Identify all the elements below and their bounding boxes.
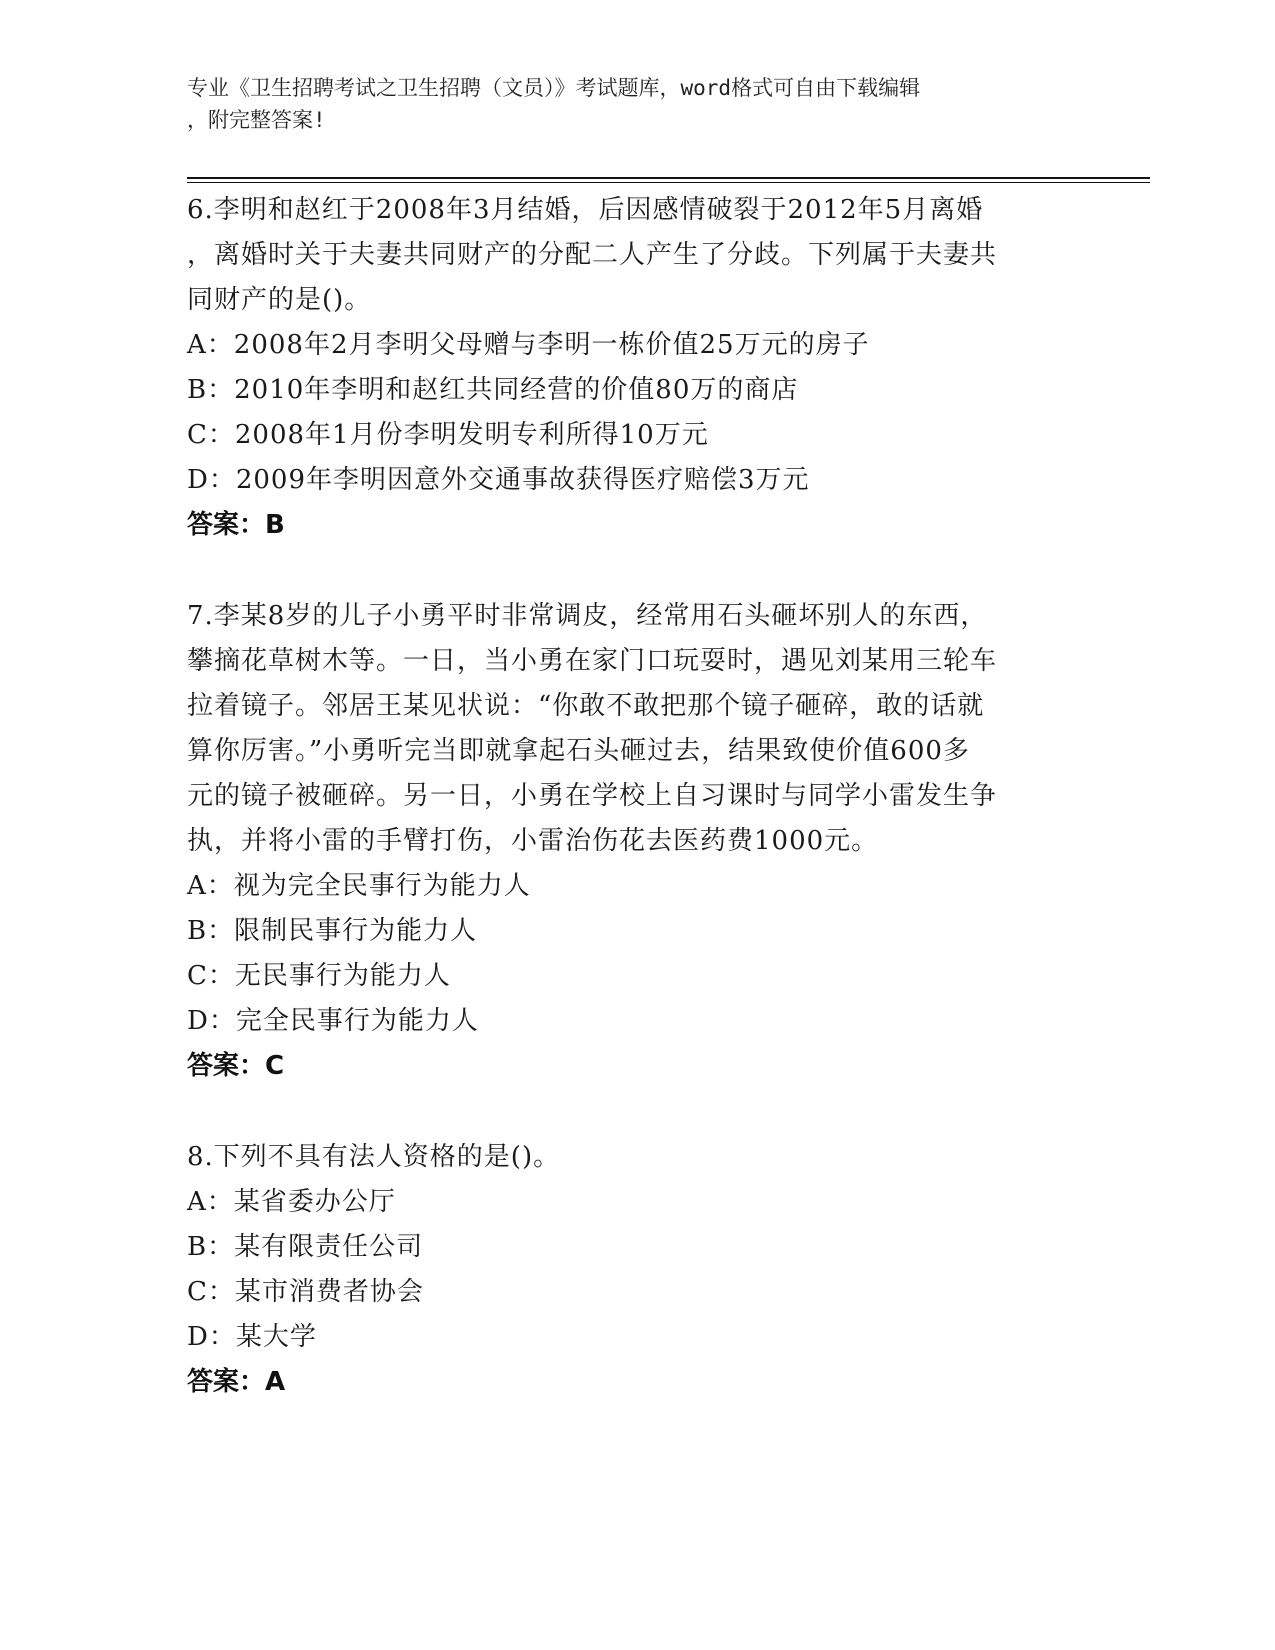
header-divider-thin [187, 182, 1150, 183]
question-6 [187, 188, 1067, 548]
question-stem-line: 7.李某8岁的儿子小勇平时非常调皮，经常用石头砸坏别人的东西， [187, 601, 988, 631]
header-divider-thick [187, 177, 1150, 179]
question-stem-line: 执，并将小雷的手臂打伤，小雷治伤花去医药费1000元。 [187, 826, 879, 856]
header-line-2: ，附完整答案! [187, 108, 326, 132]
question-stem-line: 攀摘花草树木等。一日，当小勇在家门口玩耍时，遇见刘某用三轮车 [187, 646, 998, 676]
option-a: A：2008年2月李明父母赠与李明一栋价值25万元的房子 [187, 330, 870, 360]
question-7 [187, 594, 1067, 1089]
answer-label: 答案：C [187, 1051, 285, 1081]
option-d: D：某大学 [187, 1322, 317, 1352]
header-line-1: 专业《卫生招聘考试之卫生招聘（文员）》考试题库，word格式可自由下载编辑 [187, 76, 921, 100]
option-a: A：某省委办公厅 [187, 1187, 396, 1217]
option-b: B：某有限责任公司 [187, 1232, 424, 1262]
document-header [187, 72, 1067, 136]
question-stem-line: 同财产的是()。 [187, 285, 372, 315]
option-c: C：无民事行为能力人 [187, 961, 451, 991]
option-d: D：2009年李明因意外交通事故获得医疗赔偿3万元 [187, 465, 810, 495]
question-stem-line: ，离婚时关于夫妻共同财产的分配二人产生了分歧。下列属于夫妻共 [187, 240, 998, 270]
question-stem-line: 元的镜子被砸碎。另一日，小勇在学校上自习课时与同学小雷发生争 [187, 781, 998, 811]
question-stem-line: 8.下列不具有法人资格的是()。 [187, 1142, 561, 1172]
option-b: B：2010年李明和赵红共同经营的价值80万的商店 [187, 375, 799, 405]
question-stem-line: 算你厉害。”小勇听完当即就拿起石头砸过去，结果致使价值600多 [187, 736, 970, 766]
option-d: D：完全民事行为能力人 [187, 1006, 479, 1036]
option-b: B：限制民事行为能力人 [187, 916, 478, 946]
answer-label: 答案：B [187, 510, 285, 540]
question-list [187, 188, 1067, 1405]
option-c: C：2008年1月份李明发明专利所得10万元 [187, 420, 709, 450]
option-c: C：某市消费者协会 [187, 1277, 424, 1307]
question-stem-line: 拉着镜子。邻居王某见状说：“你敢不敢把那个镜子砸碎，敢的话就 [187, 691, 985, 721]
option-a: A：视为完全民事行为能力人 [187, 871, 531, 901]
question-8 [187, 1135, 1067, 1405]
question-stem-line: 6.李明和赵红于2008年3月结婚，后因感情破裂于2012年5月离婚 [187, 195, 984, 225]
answer-label: 答案：A [187, 1367, 286, 1397]
